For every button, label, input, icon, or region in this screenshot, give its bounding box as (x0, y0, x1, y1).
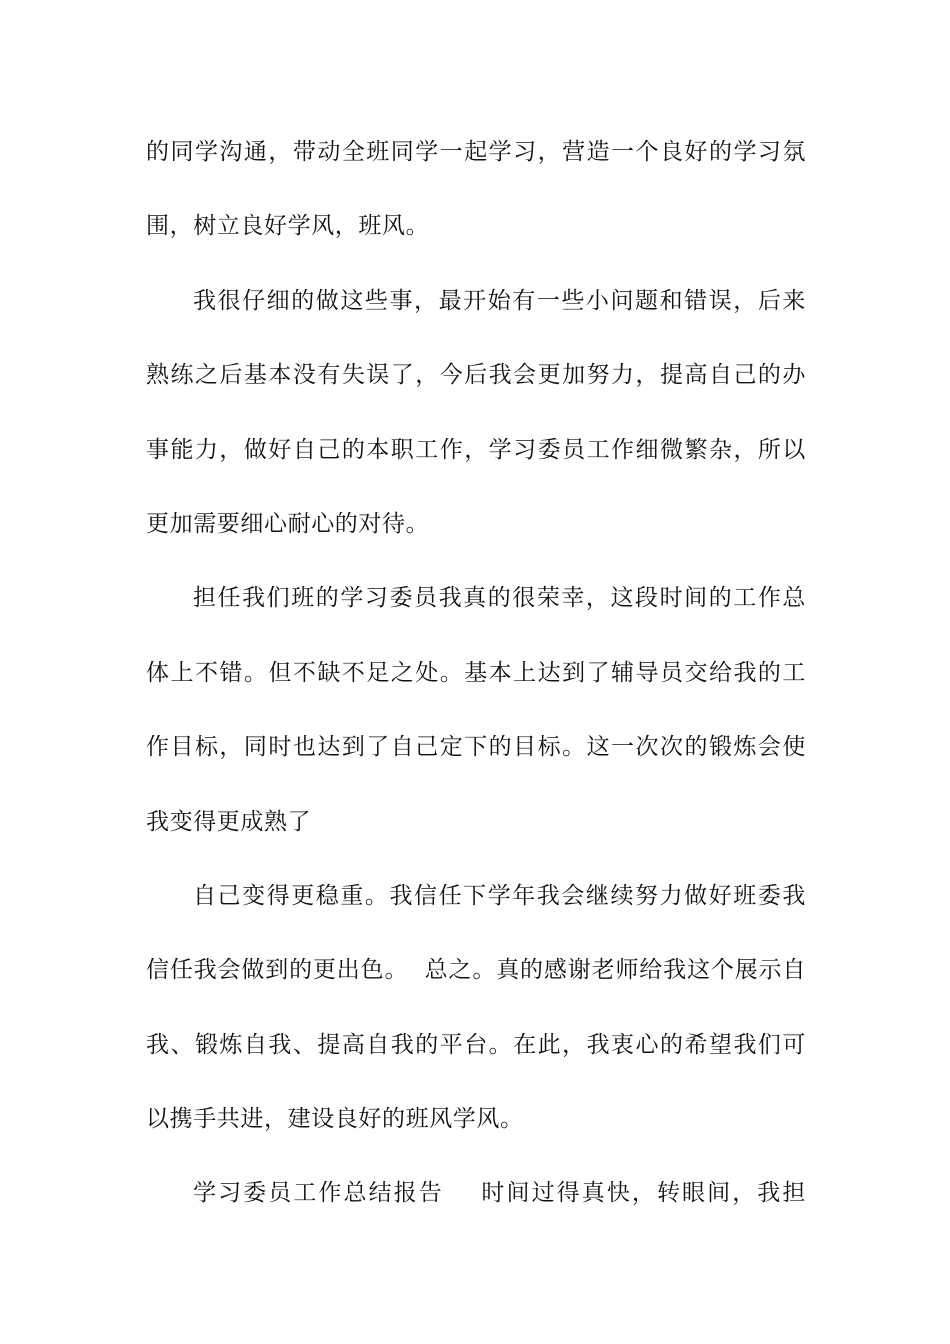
text-line: 的同学沟通，带动全班同学一起学习，营造一个良好的学习氛 (146, 139, 806, 165)
text-line: 以携手共进，建设良好的班风学风。 (146, 1106, 524, 1133)
text-line: 担任我们班的学习委员我真的很荣幸，这段时间的工作总 (193, 585, 806, 612)
text-line: 熟练之后基本没有失误了，今后我会更加努力，提高自己的办 (146, 362, 806, 389)
text-line: 我变得更成熟了 (146, 808, 312, 835)
text-line: 体上不错。但不缺不足之处。基本上达到了辅导员交给我的工 (146, 659, 806, 686)
text-line: 作目标，同时也达到了自己定下的目标。这一次次的锻炼会使 (146, 734, 806, 761)
text-line: 信任我会做到的更出色。 总之。真的感谢老师给我这个展示自 (146, 957, 806, 984)
text-line: 学习委员工作总结报告 时间过得真快，转眼间，我担 (193, 1180, 806, 1207)
text-line: 我、锻炼自我、提高自我的平台。在此，我衷心的希望我们可 (146, 1031, 806, 1058)
text-line: 事能力，做好自己的本职工作，学习委员工作细微繁杂，所以 (146, 436, 806, 463)
text-line: 更加需要细心耐心的对待。 (146, 510, 430, 537)
text-line: 自己变得更稳重。我信任下学年我会继续努力做好班委我 (193, 882, 806, 909)
body-text (146, 128, 806, 1244)
text-line: 围，树立良好学风，班风。 (146, 213, 430, 240)
text-line: 我很仔细的做这些事，最开始有一些小问题和错误，后来 (193, 287, 806, 314)
